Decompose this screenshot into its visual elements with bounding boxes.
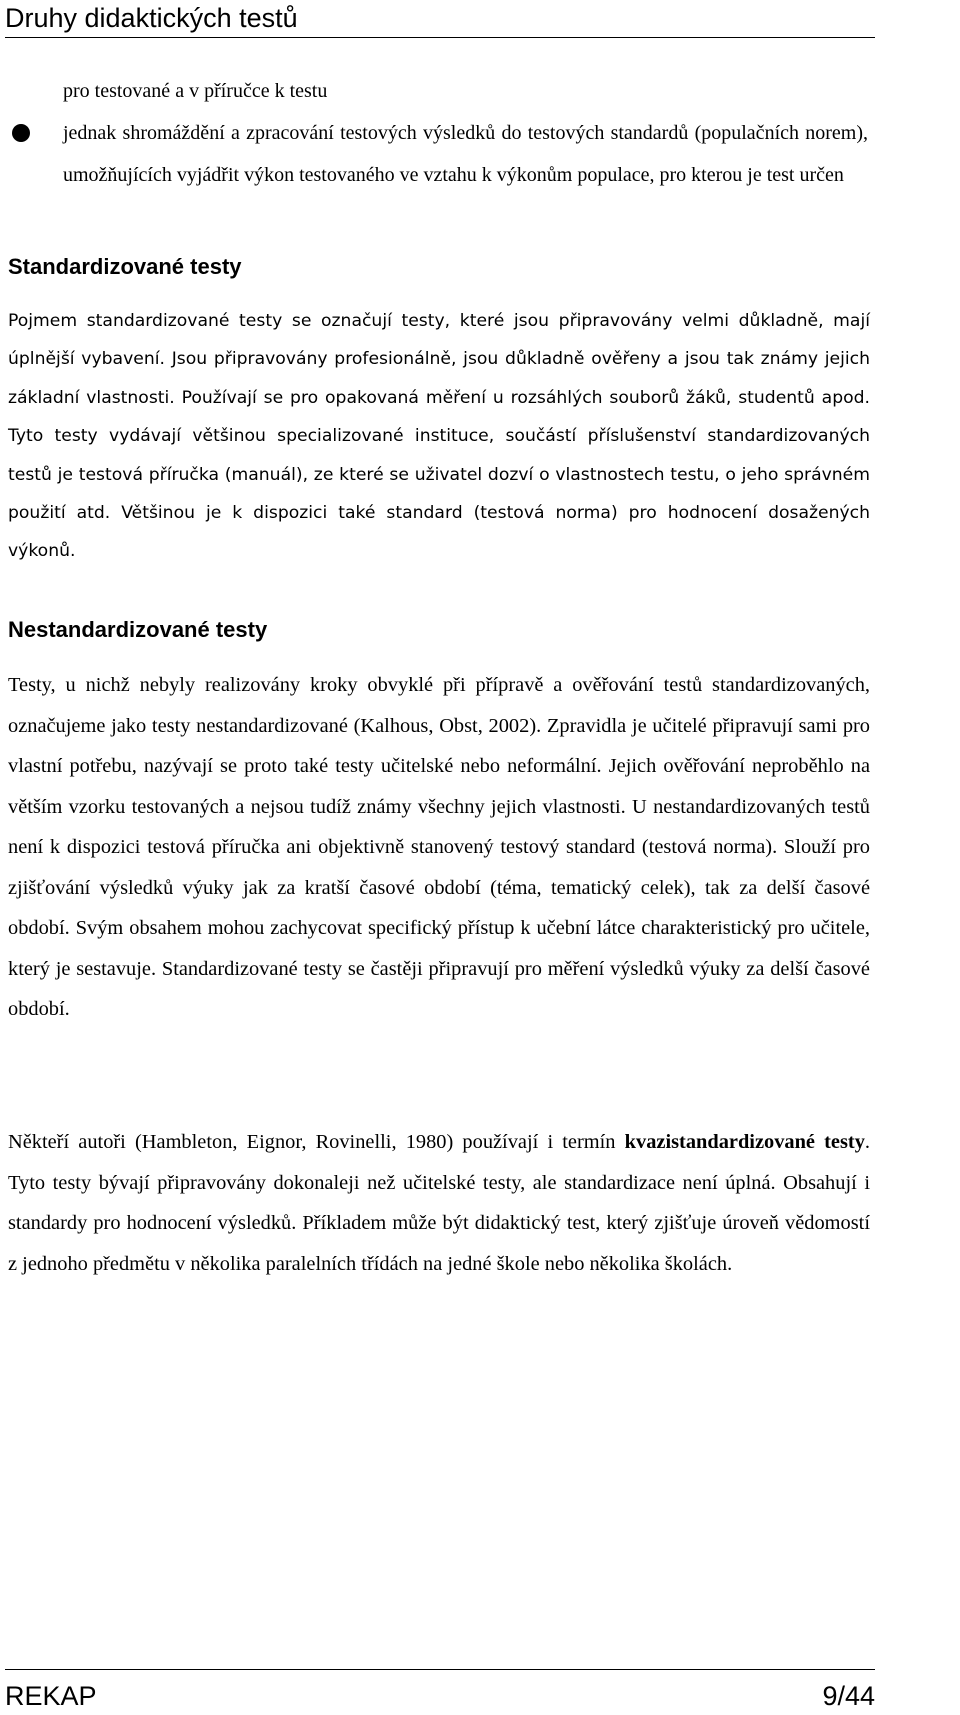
heading-nonstandardized: Nestandardizované testy <box>8 617 268 642</box>
page-header <box>5 0 875 38</box>
heading-standardized: Standardizované testy <box>8 254 242 279</box>
quasi-rest: . Tyto testy bývají připravovány dokonaleji než učitelské testy, ale standardizace není úplná. Obsahují i standardy pro hodnocení výsledků. Příkladem může být didaktický test, který zjišťuje úroveň vědomostí z jednoho předmětu v několika paralelních třídách na jedné škole nebo několika školách. <box>8 1131 871 1275</box>
paragraph-nonstandardized: Testy, u nichž nebyly realizovány kroky obvyklé při přípravě a ověřování testů standardizovaných, označujeme jako testy nestandardizované (Kalhous, Obst, 2002). Zpravidla je učitelé připravují sami pro vlastní potřebu, nazývají se proto také testy učitelské nebo neformální. Jejich ověřování neproběhlo na větším vzorku testovaných a nejsou tudíž známy všechny jejich vlastnosti. U nestandardizovaných testů není k dispozici testová příručka ani objektivně stanovený testový standard (testová norma). Slouží pro zjišťování výsledků výuky jak za kratší časové období (téma, tematický celek), tak za delší časové období. Svým obsahem mohou zachycovat specifický přístup k učební látce charakteristický pro učitele, který je sestavuje. Standardizované testy se častěji připravují pro měření výsledků výuky za delší časové období. <box>8 674 870 1020</box>
quasi-intro: Někteří autoři (Hambleton, Eignor, Rovinelli, 1980) používají i termín <box>8 1131 616 1153</box>
bullet-list <box>8 70 868 196</box>
bullet-dot-icon <box>12 124 30 142</box>
bullet-continuation: pro testované a v příručce k testu <box>63 80 328 102</box>
header-title: Druhy didaktických testů <box>5 3 298 33</box>
page-number: 9/44 <box>822 1681 875 1711</box>
page-footer <box>5 1669 875 1715</box>
bullet-item <box>8 112 868 196</box>
paragraph-quasistandardized <box>8 1122 870 1284</box>
paragraph-standardized: Pojmem standardizované testy se označují testy, které jsou připravovány velmi důkladně, mají úplnější vybavení. Jsou připravovány profesionálně, jsou důkladně ověřeny a jsou tak známy jejich základní vlastnosti. Používají se pro opakovaná měření u rozsáhlých souborů žáků, studentů apod. Tyto testy vydávají většinou specializované instituce, součástí příslušenství standardizovaných testů je testová příručka (manuál), ze které se uživatel dozví o vlastnostech testu, o jeho správném použití atd. Většinou je k dispozici také standard (testová norma) pro hodnocení dosažených výkonů. <box>8 311 870 562</box>
bullet-item-text: jednak shromáždění a zpracování testových výsledků do testových standardů (populačních norem), umožňujících vyjádřit výkon testovaného ve vztahu k výkonům populace, pro kterou je test určen <box>63 122 868 186</box>
footer-label: REKAP <box>5 1681 97 1711</box>
quasi-term: kvazistandardizované testy <box>624 1131 865 1153</box>
